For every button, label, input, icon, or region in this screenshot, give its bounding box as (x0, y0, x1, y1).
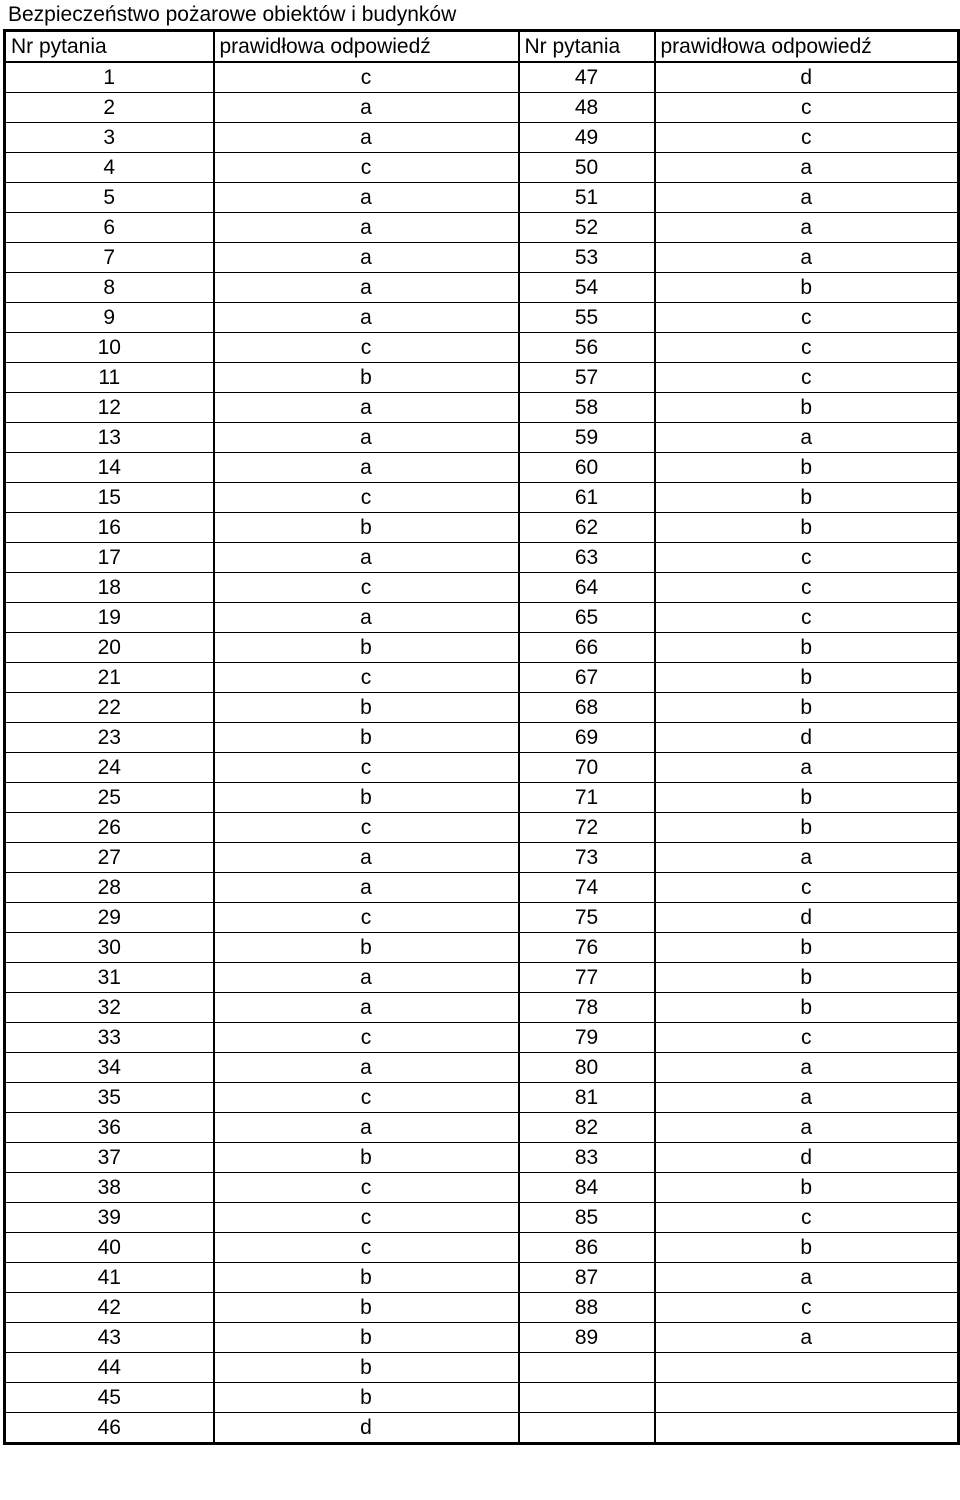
table-row (5, 153, 959, 183)
question-number-cell: 35 (5, 1083, 214, 1113)
question-number-cell: 31 (5, 963, 214, 993)
answer-cell: c (655, 1023, 959, 1053)
question-number-cell: 68 (519, 693, 655, 723)
answer-cell (655, 1413, 959, 1444)
question-number-cell: 6 (5, 213, 214, 243)
question-number-cell: 71 (519, 783, 655, 813)
answer-cell: a (655, 843, 959, 873)
answer-key-table (3, 29, 960, 1445)
question-number-cell: 87 (519, 1263, 655, 1293)
table-row (5, 483, 959, 513)
question-number-cell: 65 (519, 603, 655, 633)
answer-cell: c (655, 1293, 959, 1323)
table-row (5, 573, 959, 603)
answer-cell: a (214, 453, 519, 483)
answer-cell: c (655, 573, 959, 603)
table-row (5, 273, 959, 303)
table-row (5, 843, 959, 873)
question-number-cell: 10 (5, 333, 214, 363)
answer-cell: b (214, 1323, 519, 1353)
question-number-cell: 46 (5, 1413, 214, 1444)
answer-cell: b (655, 453, 959, 483)
question-number-cell: 72 (519, 813, 655, 843)
table-row (5, 543, 959, 573)
question-number-cell: 9 (5, 303, 214, 333)
answer-cell: b (655, 633, 959, 663)
table-row (5, 1143, 959, 1173)
answer-cell: b (214, 1143, 519, 1173)
answer-cell: c (214, 483, 519, 513)
question-number-cell: 34 (5, 1053, 214, 1083)
header-correct-answer-right: prawidłowa odpowiedź (655, 31, 959, 63)
question-number-cell: 38 (5, 1173, 214, 1203)
answer-cell: a (214, 993, 519, 1023)
table-row (5, 303, 959, 333)
table-row (5, 933, 959, 963)
question-number-cell: 44 (5, 1353, 214, 1383)
table-row (5, 1113, 959, 1143)
question-number-cell: 39 (5, 1203, 214, 1233)
answer-cell: c (655, 1203, 959, 1233)
answer-cell: a (655, 1083, 959, 1113)
question-number-cell: 15 (5, 483, 214, 513)
answer-cell: b (214, 783, 519, 813)
answer-cell: a (655, 1323, 959, 1353)
question-number-cell: 89 (519, 1323, 655, 1353)
answer-cell: a (214, 843, 519, 873)
table-row (5, 1023, 959, 1053)
answer-cell: a (214, 93, 519, 123)
question-number-cell: 54 (519, 273, 655, 303)
answer-cell: c (214, 1173, 519, 1203)
answer-cell: c (214, 153, 519, 183)
answer-cell: a (214, 543, 519, 573)
question-number-cell: 50 (519, 153, 655, 183)
question-number-cell: 52 (519, 213, 655, 243)
table-row (5, 813, 959, 843)
question-number-cell: 41 (5, 1263, 214, 1293)
question-number-cell: 30 (5, 933, 214, 963)
answer-cell: b (655, 1233, 959, 1263)
table-row (5, 62, 959, 93)
question-number-cell: 56 (519, 333, 655, 363)
question-number-cell: 28 (5, 873, 214, 903)
table-row (5, 423, 959, 453)
table-row (5, 1353, 959, 1383)
answer-cell: c (655, 333, 959, 363)
question-number-cell: 47 (519, 62, 655, 93)
question-number-cell: 48 (519, 93, 655, 123)
table-row (5, 123, 959, 153)
question-number-cell: 1 (5, 62, 214, 93)
question-number-cell: 53 (519, 243, 655, 273)
table-row (5, 213, 959, 243)
question-number-cell: 11 (5, 363, 214, 393)
question-number-cell: 88 (519, 1293, 655, 1323)
question-number-cell: 77 (519, 963, 655, 993)
question-number-cell: 3 (5, 123, 214, 153)
table-row (5, 873, 959, 903)
question-number-cell: 75 (519, 903, 655, 933)
question-number-cell: 70 (519, 753, 655, 783)
answer-cell: a (655, 1263, 959, 1293)
answer-cell: a (655, 1113, 959, 1143)
answer-cell: b (214, 723, 519, 753)
answer-cell (655, 1383, 959, 1413)
question-number-cell: 62 (519, 513, 655, 543)
question-number-cell: 33 (5, 1023, 214, 1053)
answer-cell: a (655, 183, 959, 213)
header-question-number-left: Nr pytania (5, 31, 214, 63)
question-number-cell: 5 (5, 183, 214, 213)
table-row (5, 363, 959, 393)
question-number-cell: 61 (519, 483, 655, 513)
question-number-cell: 84 (519, 1173, 655, 1203)
question-number-cell: 20 (5, 633, 214, 663)
answer-cell: a (214, 183, 519, 213)
answer-cell: a (214, 303, 519, 333)
question-number-cell: 51 (519, 183, 655, 213)
answer-cell: b (655, 813, 959, 843)
answer-cell: d (655, 903, 959, 933)
answer-cell: b (655, 393, 959, 423)
table-row (5, 1083, 959, 1113)
question-number-cell: 40 (5, 1233, 214, 1263)
question-number-cell: 42 (5, 1293, 214, 1323)
question-number-cell: 19 (5, 603, 214, 633)
answer-cell: b (214, 933, 519, 963)
answer-cell (655, 1353, 959, 1383)
question-number-cell: 4 (5, 153, 214, 183)
answer-cell: a (214, 123, 519, 153)
table-row (5, 453, 959, 483)
table-row (5, 723, 959, 753)
question-number-cell: 29 (5, 903, 214, 933)
answer-cell: a (214, 1053, 519, 1083)
question-number-cell: 83 (519, 1143, 655, 1173)
question-number-cell: 37 (5, 1143, 214, 1173)
header-question-number-right: Nr pytania (519, 31, 655, 63)
table-row (5, 903, 959, 933)
answer-cell: c (214, 62, 519, 93)
question-number-cell: 21 (5, 663, 214, 693)
question-number-cell: 58 (519, 393, 655, 423)
answer-cell: c (214, 573, 519, 603)
answer-cell: d (655, 62, 959, 93)
answer-cell: d (655, 1143, 959, 1173)
question-number-cell: 8 (5, 273, 214, 303)
question-number-cell: 81 (519, 1083, 655, 1113)
answer-cell: c (214, 1203, 519, 1233)
question-number-cell: 36 (5, 1113, 214, 1143)
question-number-cell: 59 (519, 423, 655, 453)
answer-cell: c (214, 903, 519, 933)
answer-cell: a (655, 423, 959, 453)
answer-cell: b (655, 993, 959, 1023)
question-number-cell: 76 (519, 933, 655, 963)
answer-cell: b (214, 513, 519, 543)
answer-cell: c (214, 1023, 519, 1053)
question-number-cell: 27 (5, 843, 214, 873)
table-row (5, 633, 959, 663)
question-number-cell: 2 (5, 93, 214, 123)
question-number-cell: 32 (5, 993, 214, 1023)
answer-cell: b (655, 963, 959, 993)
table-row (5, 93, 959, 123)
answer-cell: c (214, 333, 519, 363)
answer-cell: a (214, 213, 519, 243)
answer-cell: b (214, 1263, 519, 1293)
answer-cell: a (214, 423, 519, 453)
answer-cell: a (214, 873, 519, 903)
answer-cell: a (655, 213, 959, 243)
question-number-cell: 26 (5, 813, 214, 843)
header-correct-answer-left: prawidłowa odpowiedź (214, 31, 519, 63)
answer-cell: c (214, 813, 519, 843)
answer-cell: a (214, 273, 519, 303)
answer-cell: c (214, 1233, 519, 1263)
question-number-cell: 22 (5, 693, 214, 723)
answer-cell: c (655, 303, 959, 333)
question-number-cell: 43 (5, 1323, 214, 1353)
table-row (5, 513, 959, 543)
question-number-cell (519, 1353, 655, 1383)
question-number-cell: 16 (5, 513, 214, 543)
table-row (5, 393, 959, 423)
answer-cell: a (214, 393, 519, 423)
answer-cell: a (655, 243, 959, 273)
answer-cell: c (655, 603, 959, 633)
table-row (5, 1263, 959, 1293)
question-number-cell: 7 (5, 243, 214, 273)
answer-cell: c (655, 873, 959, 903)
question-number-cell: 14 (5, 453, 214, 483)
question-number-cell: 67 (519, 663, 655, 693)
answer-cell: c (655, 93, 959, 123)
table-body (5, 62, 959, 1444)
table-row (5, 1323, 959, 1353)
question-number-cell: 74 (519, 873, 655, 903)
question-number-cell: 17 (5, 543, 214, 573)
answer-cell: a (214, 603, 519, 633)
answer-cell: c (655, 123, 959, 153)
answer-cell: b (655, 783, 959, 813)
table-row (5, 243, 959, 273)
answer-cell: c (655, 543, 959, 573)
table-row (5, 663, 959, 693)
answer-cell: b (655, 693, 959, 723)
table-row (5, 963, 959, 993)
table-row (5, 1413, 959, 1444)
question-number-cell: 23 (5, 723, 214, 753)
answer-cell: c (655, 363, 959, 393)
table-row (5, 603, 959, 633)
question-number-cell: 49 (519, 123, 655, 153)
question-number-cell: 86 (519, 1233, 655, 1263)
answer-cell: b (214, 1353, 519, 1383)
answer-cell: b (655, 483, 959, 513)
answer-cell: b (214, 693, 519, 723)
answer-cell: a (655, 153, 959, 183)
document-title: Bezpieczeństwo pożarowe obiektów i budynków (8, 3, 457, 26)
table-row (5, 183, 959, 213)
question-number-cell (519, 1413, 655, 1444)
answer-cell: b (214, 633, 519, 663)
answer-cell: b (655, 1173, 959, 1203)
question-number-cell (519, 1383, 655, 1413)
question-number-cell: 78 (519, 993, 655, 1023)
question-number-cell: 24 (5, 753, 214, 783)
answer-cell: b (655, 663, 959, 693)
question-number-cell: 60 (519, 453, 655, 483)
answer-cell: a (655, 753, 959, 783)
question-number-cell: 18 (5, 573, 214, 603)
table-row (5, 693, 959, 723)
answer-cell: c (214, 663, 519, 693)
answer-cell: a (214, 243, 519, 273)
question-number-cell: 63 (519, 543, 655, 573)
question-number-cell: 57 (519, 363, 655, 393)
table-row (5, 333, 959, 363)
answer-cell: c (214, 753, 519, 783)
answer-cell: a (214, 1113, 519, 1143)
answer-cell: b (655, 513, 959, 543)
question-number-cell: 85 (519, 1203, 655, 1233)
answer-cell: c (214, 1083, 519, 1113)
question-number-cell: 73 (519, 843, 655, 873)
table-row (5, 1203, 959, 1233)
answer-cell: b (214, 363, 519, 393)
question-number-cell: 69 (519, 723, 655, 753)
question-number-cell: 66 (519, 633, 655, 663)
answer-cell: a (214, 963, 519, 993)
answer-cell: b (214, 1383, 519, 1413)
table-row (5, 1053, 959, 1083)
table-row (5, 993, 959, 1023)
table-row (5, 1233, 959, 1263)
question-number-cell: 45 (5, 1383, 214, 1413)
question-number-cell: 25 (5, 783, 214, 813)
answer-cell: b (655, 273, 959, 303)
table-row (5, 1383, 959, 1413)
question-number-cell: 12 (5, 393, 214, 423)
table-row (5, 753, 959, 783)
question-number-cell: 13 (5, 423, 214, 453)
table-row (5, 1173, 959, 1203)
question-number-cell: 80 (519, 1053, 655, 1083)
question-number-cell: 64 (519, 573, 655, 603)
question-number-cell: 82 (519, 1113, 655, 1143)
table-header (5, 31, 959, 63)
answer-cell: b (214, 1293, 519, 1323)
answer-cell: d (214, 1413, 519, 1444)
question-number-cell: 55 (519, 303, 655, 333)
question-number-cell: 79 (519, 1023, 655, 1053)
answer-cell: a (655, 1053, 959, 1083)
answer-cell: d (655, 723, 959, 753)
table-row (5, 1293, 959, 1323)
header-row (5, 31, 959, 63)
answer-cell: b (655, 933, 959, 963)
table-row (5, 783, 959, 813)
